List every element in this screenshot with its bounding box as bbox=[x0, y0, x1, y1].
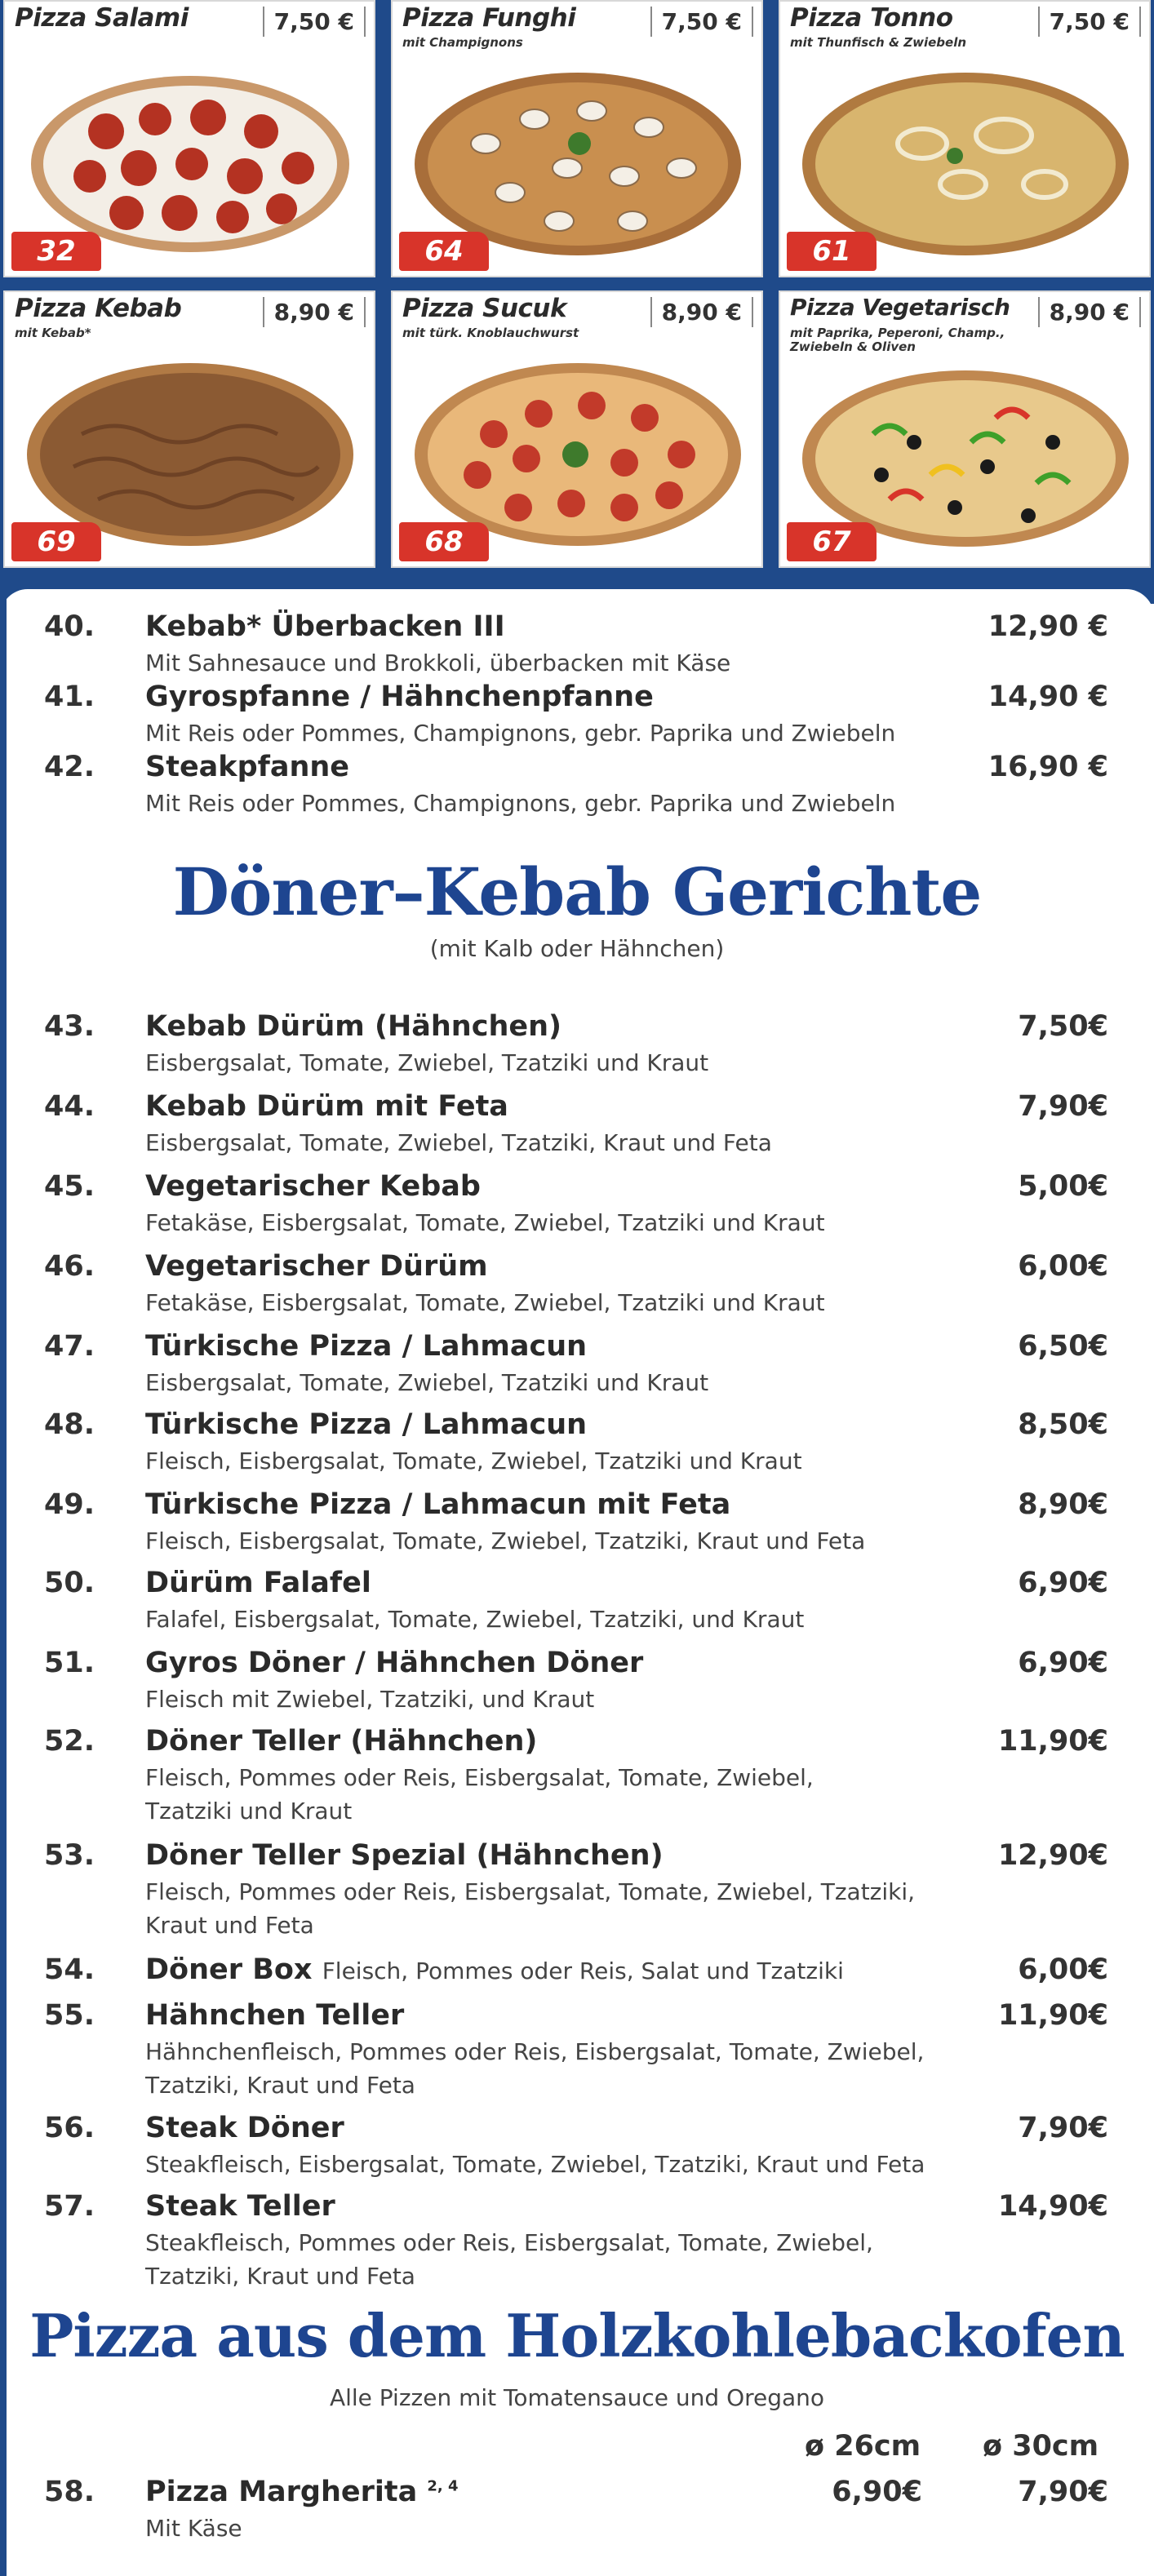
pizza-card-name: Pizza Vegetarisch bbox=[790, 294, 1010, 321]
item-description: Mit Reis oder Pommes, Champignons, gebr. Paprika und Zwiebeln bbox=[145, 720, 896, 747]
item-price: 6,90€ bbox=[1018, 1567, 1108, 1599]
item-name: Steak Teller bbox=[145, 2190, 335, 2223]
item-price: 6,90€ bbox=[1018, 1647, 1108, 1679]
item-number: 57. bbox=[44, 2190, 95, 2223]
item-description: Fetakäse, Eisbergsalat, Tomate, Zwiebel, Tzatziki und Kraut bbox=[145, 1209, 825, 1236]
item-name-text: Pizza Margherita bbox=[145, 2476, 418, 2508]
item-description: Mit Reis oder Pommes, Champignons, gebr. Paprika und Zwiebeln bbox=[145, 790, 896, 817]
pizza-number-badge: 64 bbox=[399, 232, 489, 271]
pizza-card-price: 8,90 € bbox=[1038, 297, 1141, 327]
item-name: Gyrospfanne / Hähnchenpfanne bbox=[145, 681, 654, 713]
item-number: 52. bbox=[44, 1725, 95, 1758]
item-description: Eisbergsalat, Tomate, Zwiebel, Tzatziki und Kraut bbox=[145, 1369, 709, 1396]
item-number: 42. bbox=[44, 751, 95, 783]
pizza-card-vegetarisch[interactable] bbox=[779, 290, 1151, 568]
size-header-30cm: ø 30cm bbox=[983, 2430, 1099, 2463]
item-number: 55. bbox=[44, 1999, 95, 2032]
pizza-card-subtitle: mit Champignons bbox=[402, 35, 523, 50]
item-number: 51. bbox=[44, 1647, 95, 1679]
item-description: Eisbergsalat, Tomate, Zwiebel, Tzatziki, Kraut und Feta bbox=[145, 1129, 772, 1156]
item-number: 49. bbox=[44, 1488, 95, 1521]
pizza-card-price: 7,50 € bbox=[650, 7, 753, 37]
item-number: 40. bbox=[44, 610, 95, 643]
item-description: Eisbergsalat, Tomate, Zwiebel, Tzatziki und Kraut bbox=[145, 1049, 709, 1076]
item-name: Vegetarischer Dürüm bbox=[145, 1250, 488, 1283]
size-header-26cm: ø 26cm bbox=[805, 2430, 921, 2463]
item-name: Steakpfanne bbox=[145, 751, 350, 783]
pizza-card-price: 7,50 € bbox=[1038, 7, 1141, 37]
item-price: 7,90€ bbox=[1018, 2112, 1108, 2144]
pizza-card-price: 8,90 € bbox=[650, 297, 753, 327]
item-price: 6,00€ bbox=[1018, 1250, 1108, 1283]
pizza-card-kebab[interactable] bbox=[3, 290, 375, 568]
pizza-number-badge: 68 bbox=[399, 522, 489, 561]
pizza-card-price: 8,90 € bbox=[263, 297, 366, 327]
item-name: Kebab* Überbacken III bbox=[145, 610, 505, 643]
item-price: 11,90€ bbox=[997, 1999, 1108, 2032]
item-number: 58. bbox=[44, 2476, 95, 2508]
section-subtitle-pizza: Alle Pizzen mit Tomatensauce und Oregano bbox=[329, 2384, 825, 2411]
pizza-number-badge: 32 bbox=[11, 232, 101, 271]
item-name: Türkische Pizza / Lahmacun mit Feta bbox=[145, 1488, 731, 1521]
item-number: 41. bbox=[44, 681, 95, 713]
item-description: Falafel, Eisbergsalat, Tomate, Zwiebel, Tzatziki, und Kraut bbox=[145, 1606, 805, 1633]
allergen-superscript: 2, 4 bbox=[427, 2477, 459, 2495]
item-price-30cm: 7,90€ bbox=[1018, 2476, 1108, 2508]
pizza-card-funghi[interactable] bbox=[391, 0, 763, 277]
item-price: 11,90€ bbox=[997, 1725, 1108, 1758]
pizza-card-subtitle: mit Kebab* bbox=[15, 326, 91, 340]
item-name: Kebab Dürüm (Hähnchen) bbox=[145, 1010, 562, 1043]
section-title-doner: Döner–Kebab Gerichte bbox=[172, 853, 982, 930]
item-description: Mit Käse bbox=[145, 2515, 242, 2542]
item-price-26cm: 6,90€ bbox=[832, 2476, 922, 2508]
item-number: 50. bbox=[44, 1567, 95, 1599]
item-name: Kebab Dürüm mit Feta bbox=[145, 1090, 508, 1123]
pizza-card-tonno[interactable] bbox=[779, 0, 1151, 277]
pizza-number-badge: 67 bbox=[787, 522, 877, 561]
item-description: Fetakäse, Eisbergsalat, Tomate, Zwiebel, Tzatziki und Kraut bbox=[145, 1289, 825, 1316]
item-name-text: Döner Box bbox=[145, 1953, 313, 1986]
item-number: 46. bbox=[44, 1250, 95, 1283]
item-description: Steakfleisch, Eisbergsalat, Tomate, Zwiebel, Tzatziki, Kraut und Feta bbox=[145, 2151, 925, 2178]
item-description: Hähnchenfleisch, Pommes oder Reis, Eisbergsalat, Tomate, Zwiebel, Tzatziki, Kraut und Feta bbox=[145, 2038, 925, 2099]
item-name: Vegetarischer Kebab bbox=[145, 1170, 481, 1203]
item-price: 8,90€ bbox=[1018, 1488, 1108, 1521]
pizza-card-salami[interactable] bbox=[3, 0, 375, 277]
item-description: Fleisch, Eisbergsalat, Tomate, Zwiebel, Tzatziki, Kraut und Feta bbox=[145, 1527, 866, 1554]
pizza-number-badge: 61 bbox=[787, 232, 877, 271]
pizza-card-subtitle: mit Paprika, Peperoni, Champ., Zwiebeln & Oliven bbox=[790, 326, 1005, 354]
pizza-card-price: 7,50 € bbox=[263, 7, 366, 37]
item-description: Mit Sahnesauce und Brokkoli, überbacken mit Käse bbox=[145, 650, 731, 676]
item-name: Türkische Pizza / Lahmacun bbox=[145, 1330, 588, 1363]
pizza-card-name: Pizza Kebab bbox=[15, 294, 182, 323]
item-number: 56. bbox=[44, 2112, 95, 2144]
pizza-card-subtitle: mit türk. Knoblauchwurst bbox=[402, 326, 579, 340]
item-description: Fleisch, Eisbergsalat, Tomate, Zwiebel, Tzatziki und Kraut bbox=[145, 1448, 802, 1474]
item-number: 53. bbox=[44, 1839, 95, 1872]
item-name: Türkische Pizza / Lahmacun bbox=[145, 1408, 588, 1441]
item-price: 6,50€ bbox=[1018, 1330, 1108, 1363]
pizza-card-subtitle: mit Thunfisch & Zwiebeln bbox=[790, 35, 967, 50]
item-name: Döner Teller Spezial (Hähnchen) bbox=[145, 1839, 664, 1872]
item-number: 44. bbox=[44, 1090, 95, 1123]
item-inline-description: Fleisch, Pommes oder Reis, Salat und Tzatziki bbox=[322, 1957, 844, 1984]
item-price: 12,90 € bbox=[988, 610, 1108, 643]
item-description: Steakfleisch, Pommes oder Reis, Eisbergsalat, Tomate, Zwiebel, Tzatziki, Kraut und Feta bbox=[145, 2229, 873, 2290]
item-number: 43. bbox=[44, 1010, 95, 1043]
item-price: 12,90€ bbox=[997, 1839, 1108, 1872]
item-description: Fleisch, Pommes oder Reis, Eisbergsalat, Tomate, Zwiebel, Tzatziki und Kraut bbox=[145, 1764, 814, 1824]
item-name: Gyros Döner / Hähnchen Döner bbox=[145, 1647, 644, 1679]
item-price: 14,90 € bbox=[988, 681, 1108, 713]
item-price: 14,90€ bbox=[997, 2190, 1108, 2223]
pizza-number-badge: 69 bbox=[11, 522, 101, 561]
item-price: 7,90€ bbox=[1018, 1090, 1108, 1123]
pizza-card-sucuk[interactable] bbox=[391, 290, 763, 568]
item-name: Dürüm Falafel bbox=[145, 1567, 371, 1599]
item-name: Steak Döner bbox=[145, 2112, 344, 2144]
item-number: 45. bbox=[44, 1170, 95, 1203]
pizza-card-name: Pizza Funghi bbox=[402, 3, 576, 33]
item-price: 5,00€ bbox=[1018, 1170, 1108, 1203]
pizza-card-name: Pizza Salami bbox=[15, 3, 189, 33]
pizza-photo-grid bbox=[0, 0, 1154, 604]
item-price: 8,50€ bbox=[1018, 1408, 1108, 1441]
section-title-pizza: Pizza aus dem Holzkohlebackofen bbox=[29, 2301, 1125, 2370]
item-description: Fleisch, Pommes oder Reis, Eisbergsalat, Tomate, Zwiebel, Tzatziki, Kraut und Feta bbox=[145, 1878, 916, 1939]
pizza-card-name: Pizza Sucuk bbox=[402, 294, 567, 323]
item-name: Döner Teller (Hähnchen) bbox=[145, 1725, 538, 1758]
item-name: Hähnchen Teller bbox=[145, 1999, 405, 2032]
item-price: 6,00€ bbox=[1018, 1953, 1108, 1986]
item-name bbox=[145, 2476, 459, 2508]
item-name bbox=[145, 1953, 844, 1986]
item-number: 54. bbox=[44, 1953, 95, 1986]
item-description: Fleisch mit Zwiebel, Tzatziki, und Kraut bbox=[145, 1686, 595, 1713]
item-number: 47. bbox=[44, 1330, 95, 1363]
pizza-card-name: Pizza Tonno bbox=[790, 3, 953, 33]
item-number: 48. bbox=[44, 1408, 95, 1441]
section-subtitle-doner: (mit Kalb oder Hähnchen) bbox=[429, 935, 725, 962]
item-price: 7,50€ bbox=[1018, 1010, 1108, 1043]
item-price: 16,90 € bbox=[988, 751, 1108, 783]
